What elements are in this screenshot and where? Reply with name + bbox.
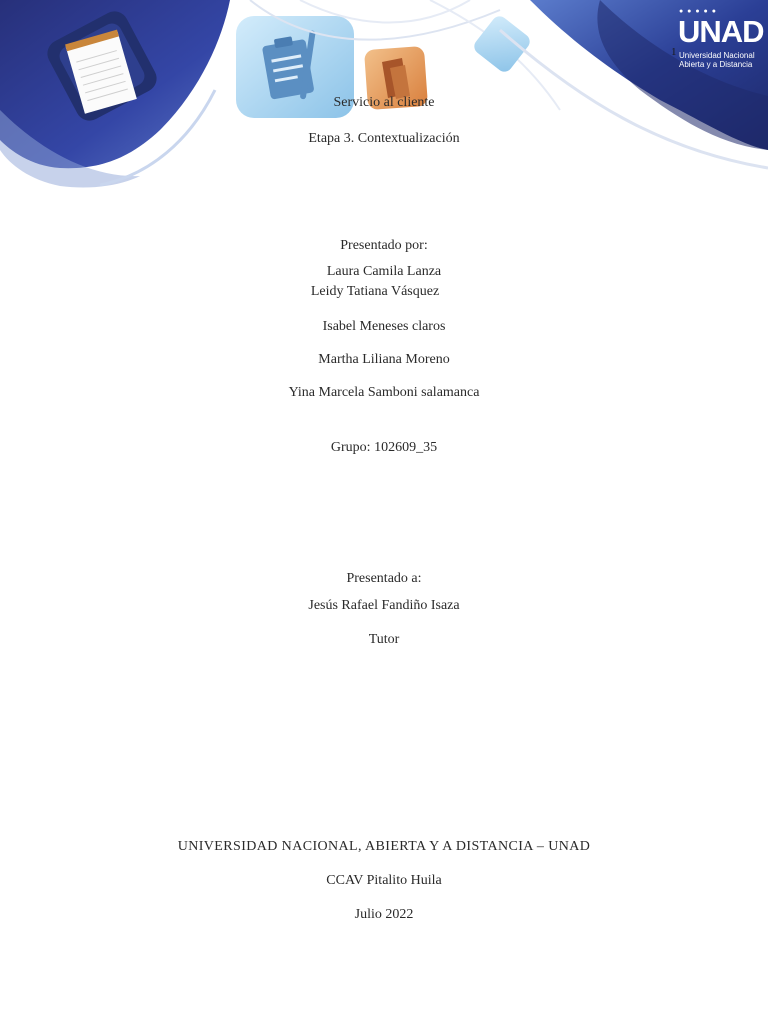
university-name: UNIVERSIDAD NACIONAL, ABIERTA Y A DISTANCIA – UNAD (177, 839, 591, 854)
presented-by-label: Presentado por: (340, 238, 428, 253)
author-name: Laura Camila Lanza (326, 264, 442, 279)
author-name: Martha Liliana Moreno (318, 352, 450, 367)
logo-subtitle-line1: Universidad Nacional (679, 51, 755, 60)
tutor-name: Jesús Rafael Fandiño Isaza (308, 598, 460, 613)
logo-subtitle (679, 51, 755, 69)
document-date: Julio 2022 (354, 907, 414, 922)
course-title: Servicio al cliente (333, 95, 435, 110)
author-name: Leidy Tatiana Vásquez (310, 284, 440, 299)
center-name: CCAV Pitalito Huila (326, 873, 442, 888)
tutor-role: Tutor (368, 632, 400, 647)
logo-subtitle-line2: Abierta y a Distancia (679, 60, 753, 69)
author-name: Yina Marcela Samboni salamanca (288, 385, 480, 400)
presented-to-label: Presentado a: (346, 571, 422, 586)
logo-wordmark: UNAD (678, 14, 764, 49)
stage-title: Etapa 3. Contextualización (308, 131, 460, 146)
author-name: Isabel Meneses claros (322, 319, 446, 334)
unad-logo (678, 8, 764, 74)
logo-dots: ● ● ● ● ● (679, 8, 717, 15)
group-code: Grupo: 102609_35 (330, 440, 438, 455)
page-number: 1 (671, 46, 677, 58)
